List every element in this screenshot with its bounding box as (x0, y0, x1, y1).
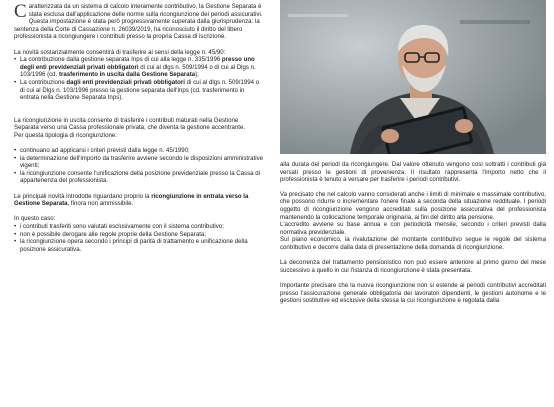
text-run: , finora non ammissibile. (67, 200, 134, 208)
text-run: La contribuzione dalla gestione separata Inps di cui alla legge n. 335/1996 (20, 56, 222, 64)
tipologia-intro: Per questa tipologia di ricongiunzione: (14, 131, 117, 139)
bold-run: dagli enti previdenziali privati obbligatori (66, 78, 185, 86)
text-run: La contribuzione (20, 78, 67, 86)
bold-run: presso uno degli enti previdenziali privati obbligatori (20, 56, 255, 71)
text-run: di cui al dlgs n. 509/1994 o di cui al Dlgs n. 103/1996 presso la gestione separata dell'Inps (cd. trasferimento in entrata nella Gestione Separata Inps). (20, 78, 260, 102)
tipologia-list (14, 147, 264, 185)
list-item: • la determinazione dell'importo da trasferire avviene secondo le disposizioni amministrative vigenti; (14, 155, 264, 170)
photo-illustration (280, 0, 546, 154)
novita-list (14, 56, 264, 102)
ricongiunzione-paragraph: La ricongiunzione in uscita consente di trasferire i contributi maturati nella Gestione Separata verso una Cassa professionale privata, che diventa la gestione accentrante. (14, 116, 246, 132)
novita-paragraph (14, 193, 264, 208)
right-paragraph-2: Va precisato che nel calcolo vanno considerati anche i limiti di minimale e massimale contributivo, che possono ridurre o incrementare l'onere finale a seconda della situazione reddituale. I periodi oggetto di ricongiunzione vengono accreditati sulla posizione assicurativa del professionista mantenendo la collocazione temporale originaria, ai fini del diritto alla pensione. (280, 190, 546, 221)
list-item: • la ricongiunzione consente l'unificazione della posizione previdenziale presso la Cassa di appartenenza del professionista. (14, 170, 264, 185)
text-run: Le principali novità introdotte riguardano proprio la (14, 192, 152, 200)
bold-run: ricongiunzione in entrata verso la Gestione Separata (14, 192, 249, 208)
bold-run: trasferimento in uscita dalla Gestione Separata (58, 71, 196, 79)
left-column (14, 3, 264, 261)
man-with-tablet-photo (280, 0, 546, 154)
right-paragraph-6: Importante precisare che la nuova ricongiunzione non si estende ai periodi contributivi accreditati presso l'assicurazione generale obbligatoria dei lavoratori dipendenti, le gestioni autonome e le gestioni sostitutive ed esclusive della stessa la cui ricongiunzione è regolata dalla (280, 281, 546, 305)
right-paragraph-1: alla durata dei periodi da ricongiungere. Dal valore ottenuto vengono così sottratti i contributi già versati presso le gestioni di provenienza. Il risultato rappresenta l'importo netto che il professionista è tenuto a versare per trasferire i periodi contributivi. (280, 161, 546, 184)
intro-paragraph (14, 3, 264, 41)
text-run: ); (195, 71, 199, 79)
caso-intro: In questo caso: (14, 215, 56, 223)
text-run: di cui al dlgs n. 509/1994 o di cui al Dlgs n. 103/1996 (cd. (20, 63, 256, 79)
list-item: • i contributi trasferiti sono valutati esclusivamente con il sistema contributivo; (14, 223, 264, 231)
right-paragraph-3: L'accredito avviene su base annua e con periodicità mensile, secondo i criteri previsti dalla normativa previdenziale. (280, 221, 546, 236)
right-paragraph-5: La decorrenza del trattamento pensionistico non può essere anteriore al primo giorno del mese successivo a quello in cui l'istanza di ricongiunzione è stata presentata. (280, 259, 546, 274)
list-item: • continuano ad applicarsi i criteri previsti dalla legge n. 45/1990; (14, 147, 264, 155)
right-paragraph-4: Sul piano economico, la rivalutazione del montante contributivo segue le regole del sistema contributivo e decorre dalla data di presentazione della domanda di ricongiunzione. (280, 236, 546, 251)
list-item: • non è possibile derogare alle regole proprie della Gestione Separata; (14, 231, 264, 239)
right-column (280, 161, 546, 312)
list-item (14, 56, 264, 79)
list-item (14, 79, 264, 102)
intro-text: aratterizzata da un sistema di calcolo interamente contributivo, la Gestione Separata è stata esclusa dall'applicazione delle norme sulla ricongiunzione dei periodi assicurativi. Questa impostazione è stata però progressivamente superata dalla giurisprudenza: la sentenza della Corte di Cassazione n. 26039/2019, ha riconosciuto il diritto del libero professionista a ricongiungere i contributi presso la propria Cassa di iscrizione. (14, 3, 263, 41)
caso-list (14, 223, 264, 253)
dropcap: C (14, 1, 27, 22)
list-item: • la ricongiunzione opera secondo i principi di parità di trattamento e unificazione della posizione assicurativa. (14, 238, 264, 253)
novita-intro: La novità sostanzialmente consentirà di trasferire ai sensi della legge n. 45/90: (14, 48, 226, 56)
